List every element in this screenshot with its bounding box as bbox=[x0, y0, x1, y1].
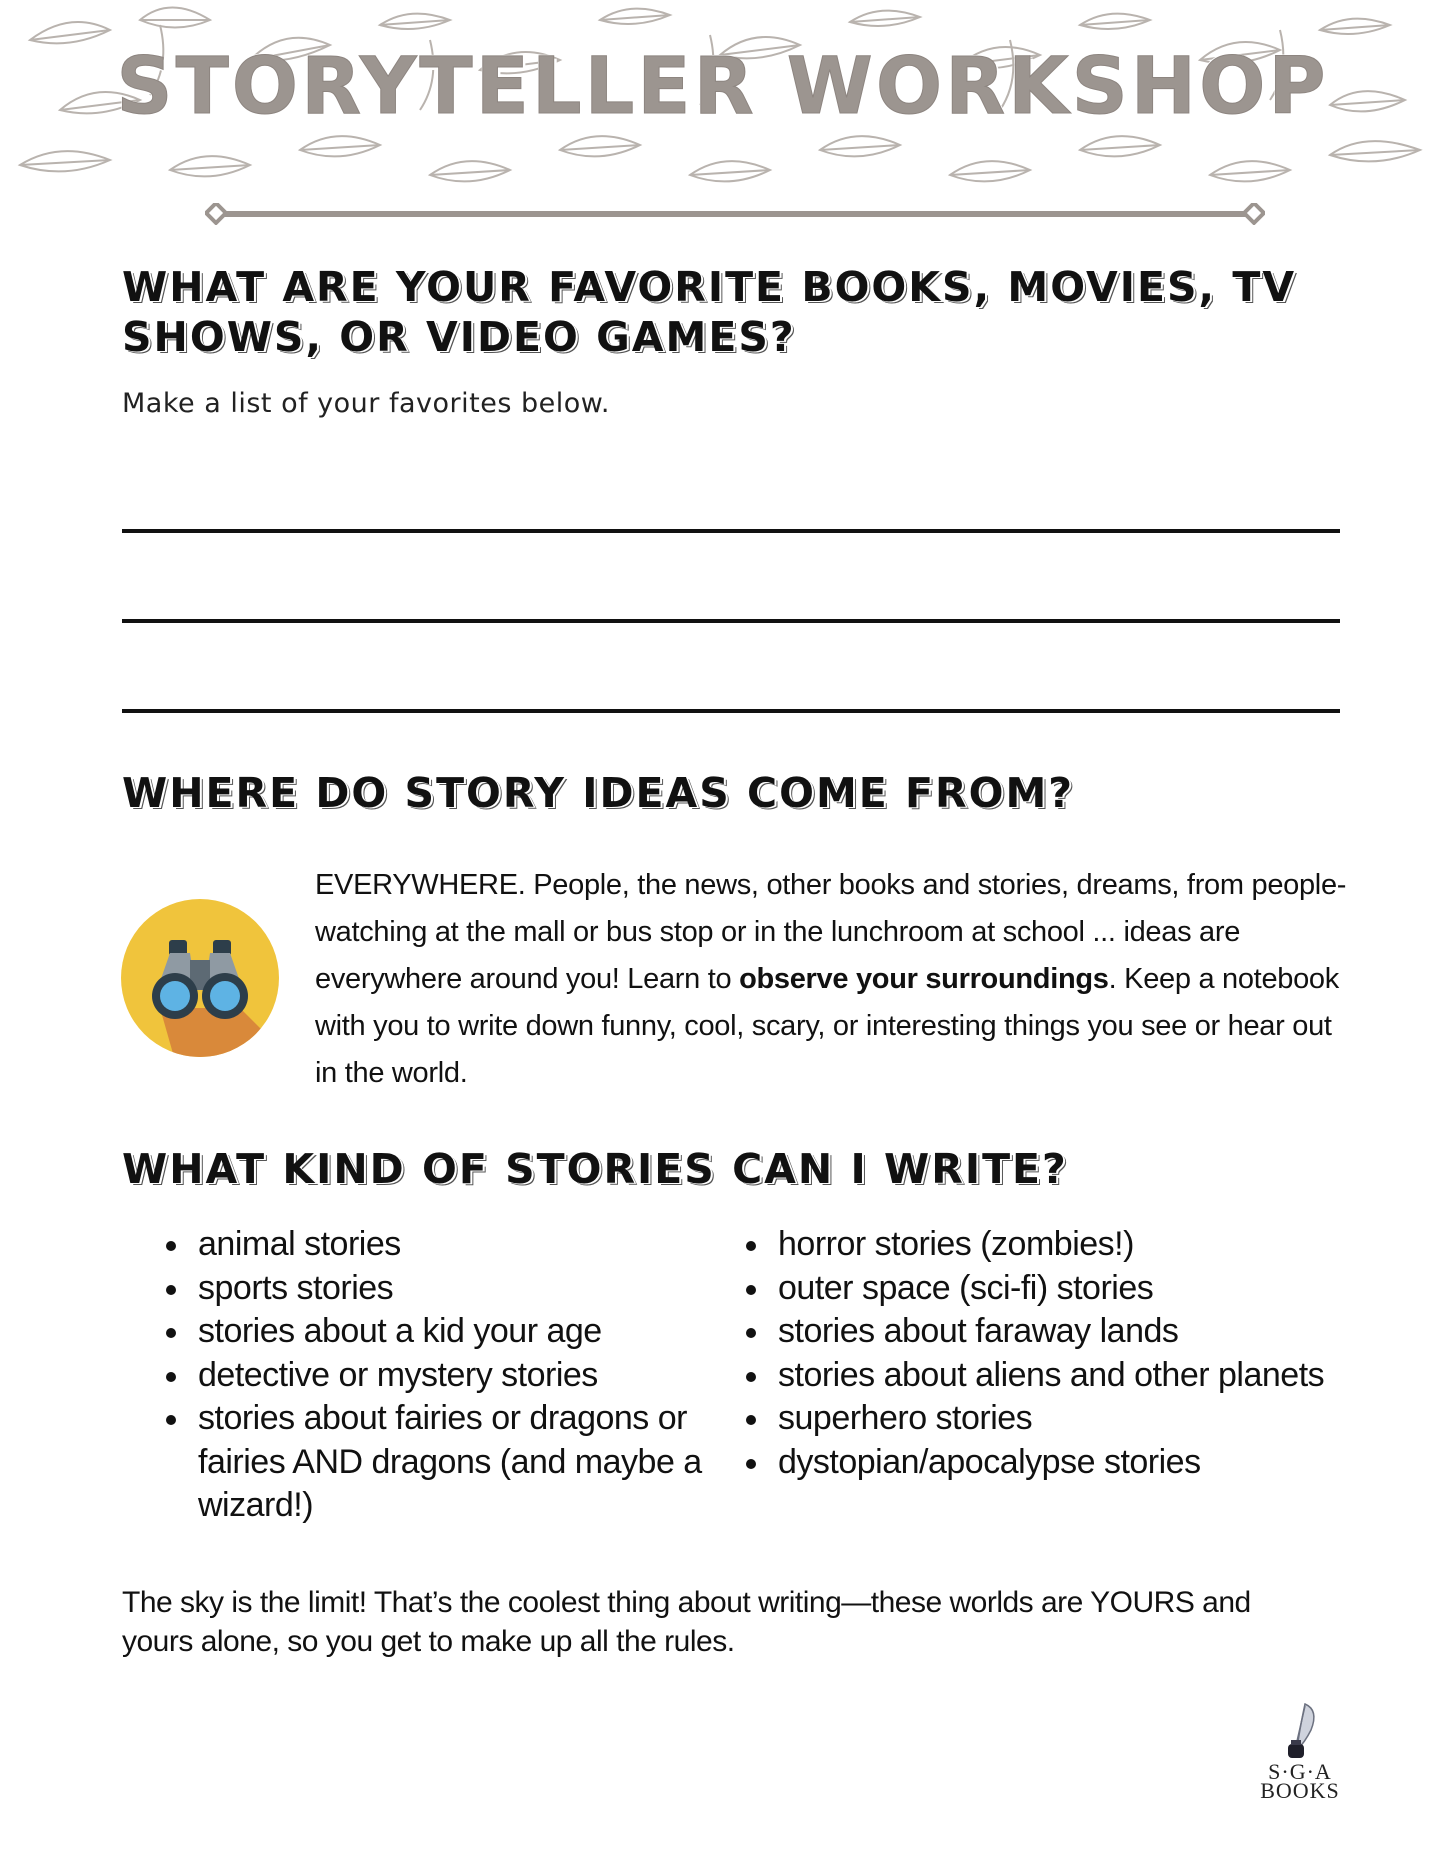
favorites-heading bbox=[122, 262, 1296, 362]
writing-line[interactable] bbox=[122, 619, 1340, 623]
logo-books: BOOKS bbox=[1260, 1778, 1340, 1803]
list-item: dystopian/apocalypse stories bbox=[740, 1441, 1360, 1485]
list-item: detective or mystery stories bbox=[160, 1354, 720, 1398]
sga-books-logo bbox=[1255, 1700, 1345, 1820]
closing-paragraph: The sky is the limit! That’s the coolest thing about writing—these worlds are YOURS and yours alone, so you get to make up all the rules. bbox=[122, 1586, 1251, 1658]
binoculars-icon bbox=[120, 898, 280, 1058]
story-list-right bbox=[740, 1223, 1360, 1484]
list-item: stories about faraway lands bbox=[740, 1310, 1360, 1354]
list-item: sports stories bbox=[160, 1267, 720, 1311]
favorites-heading-line2: SHOWS, OR VIDEO GAMES? bbox=[122, 313, 796, 361]
ideas-heading: WHERE DO STORY IDEAS COME FROM? bbox=[122, 769, 1075, 817]
list-item: superhero stories bbox=[740, 1397, 1360, 1441]
ideas-text-emphasis: observe your surroundings bbox=[739, 963, 1109, 995]
page-header bbox=[0, 0, 1445, 235]
writing-line[interactable] bbox=[122, 709, 1340, 713]
quill-ink-icon bbox=[1275, 1700, 1325, 1762]
list-item: animal stories bbox=[160, 1223, 720, 1267]
favorites-instruction: Make a list of your favorites below. bbox=[122, 388, 610, 419]
list-item: outer space (sci-fi) stories bbox=[740, 1267, 1360, 1311]
list-item: stories about fairies or dragons or fairies AND dragons (and maybe a wizard!) bbox=[160, 1397, 720, 1528]
story-kinds-heading: WHAT KIND OF STORIES CAN I WRITE? bbox=[122, 1145, 1068, 1193]
list-item: horror stories (zombies!) bbox=[740, 1223, 1360, 1267]
story-list-left bbox=[160, 1223, 720, 1528]
favorites-heading-line1: WHAT ARE YOUR FAVORITE BOOKS, MOVIES, TV bbox=[122, 263, 1297, 311]
ideas-text-end: . Keep a notebook with you to write down funny, cool, scary, or interesting things you see or hear out in the world. bbox=[315, 963, 1339, 1089]
ideas-text-start: EVERYWHERE. People, the news, other books and stories, dreams, from people-watching at the mall or bus stop or in the lunchroom at school ... ideas are everywhere around you! Learn to bbox=[315, 869, 1347, 995]
ideas-paragraph bbox=[315, 862, 1355, 1097]
title-divider bbox=[205, 203, 1265, 225]
list-item: stories about aliens and other planets bbox=[740, 1354, 1360, 1398]
list-item: stories about a kid your age bbox=[160, 1310, 720, 1354]
writing-line[interactable] bbox=[122, 529, 1340, 533]
logo-initials: S·G·A bbox=[1268, 1759, 1332, 1784]
page-title: STORYTELLER WORKSHOP bbox=[116, 42, 1329, 132]
